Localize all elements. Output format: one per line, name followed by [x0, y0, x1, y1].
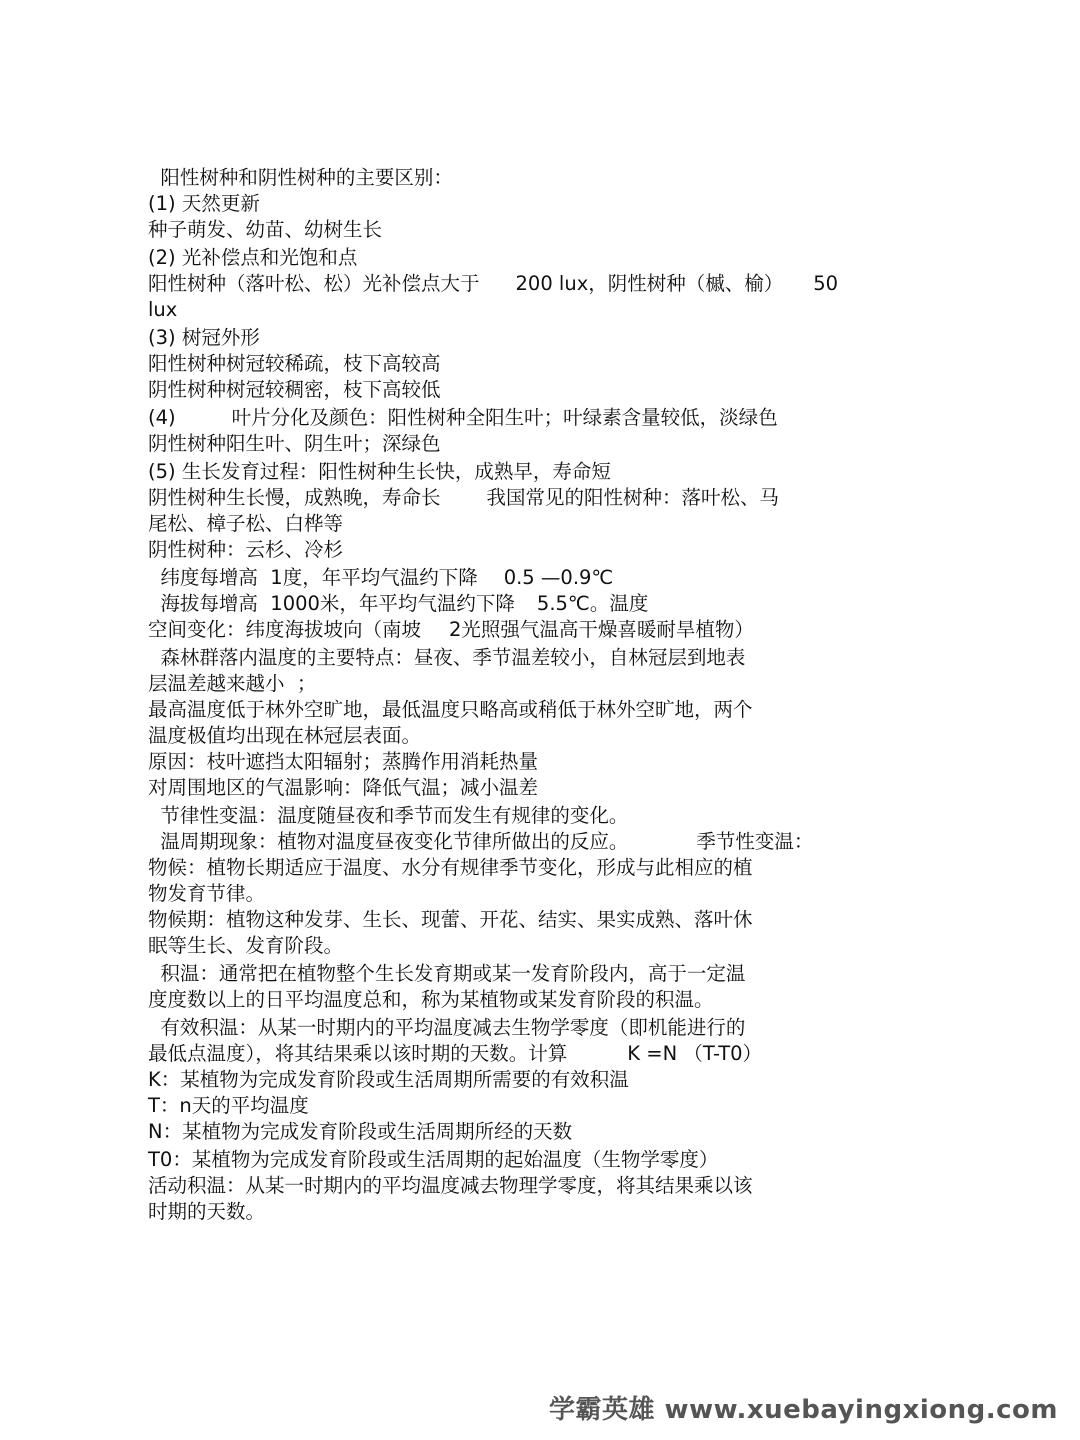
text-line	[148, 933, 948, 959]
text-segment: 阳性树种和阴性树种的主要区别：	[148, 166, 453, 189]
text-segment: 阳性树种树冠较稀疏，枝下高较高	[148, 352, 441, 375]
text-line	[148, 431, 948, 457]
text-line	[148, 245, 948, 271]
text-segment: 2光照强气温高干燥喜暖耐旱植物）	[449, 618, 754, 641]
text-line	[148, 511, 948, 537]
text-segment: (1) 天然更新	[148, 192, 260, 215]
text-segment: 阴性树种阳生叶、阴生叶；深绿色	[148, 432, 441, 455]
text-segment: 200 lux，阴性树种（槭、榆）	[515, 272, 784, 295]
text-segment: 0.5 —0.9℃	[503, 566, 614, 589]
text-segment: 50	[813, 272, 839, 295]
text-line	[148, 325, 948, 351]
text-segment: (5) 生长发育过程：阳性树种生长快，成熟早，寿命短	[148, 460, 611, 483]
text-line	[148, 1199, 948, 1225]
text-line	[148, 191, 948, 217]
text-line	[148, 565, 948, 591]
text-line	[148, 1173, 948, 1199]
text-line	[148, 881, 948, 907]
text-line	[148, 987, 948, 1013]
document-body	[148, 165, 948, 1225]
text-segment: 空间变化：纬度海拔坡向（南坡	[148, 618, 422, 641]
text-segment: 叶片分化及颜色：阳性树种全阳生叶；叶绿素含量较低，淡绿色	[231, 406, 778, 429]
text-line	[148, 405, 948, 431]
text-segment: 物候：植物长期适应于温度、水分有规律季节变化，形成与此相应的植	[148, 856, 753, 879]
text-line	[148, 1041, 948, 1067]
text-line	[148, 1147, 948, 1173]
text-segment: 层温差越来越小 ；	[148, 672, 317, 695]
text-segment: 物候期：植物这种发芽、生长、现蕾、开花、结实、果实成熟、落叶休	[148, 908, 753, 931]
text-line	[148, 829, 948, 855]
text-segment: 海拔每增高 1000米，年平均气温约下降	[148, 592, 515, 615]
text-line	[148, 1067, 948, 1093]
text-line	[148, 537, 948, 563]
text-segment: 对周围地区的气温影响：降低气温；减小温差	[148, 776, 539, 799]
text-line	[148, 351, 948, 377]
text-line	[148, 1119, 948, 1145]
text-line	[148, 749, 948, 775]
text-segment: 纬度每增高 1度，年平均气温约下降	[148, 566, 478, 589]
text-line	[148, 271, 948, 297]
text-segment: (2) 光补偿点和光饱和点	[148, 246, 358, 269]
text-line	[148, 803, 948, 829]
text-segment: 眠等生长、发育阶段。	[148, 934, 344, 957]
text-line	[148, 297, 948, 323]
text-line	[148, 485, 948, 511]
text-segment: K：某植物为完成发育阶段或生活周期所需要的有效积温	[148, 1068, 629, 1091]
text-segment: 5.5℃。温度	[536, 592, 649, 615]
text-segment: 节律性变温：温度随昼夜和季节而发生有规律的变化。	[148, 804, 629, 827]
text-line	[148, 671, 948, 697]
text-segment: 度度数以上的日平均温度总和，称为某植物或某发育阶段的积温。	[148, 988, 714, 1011]
text-segment: 季节性变温：	[696, 830, 814, 853]
text-segment: N：某植物为完成发育阶段或生活周期所经的天数	[148, 1120, 573, 1143]
text-segment: 阳性树种（落叶松、松）光补偿点大于	[148, 272, 480, 295]
text-segment: T0：某植物为完成发育阶段或生活周期的起始温度（生物学零度）	[148, 1148, 719, 1171]
text-segment: 温度极值均出现在林冠层表面。	[148, 724, 422, 747]
text-segment: 活动积温：从某一时期内的平均温度减去物理学零度，将其结果乘以该	[148, 1174, 753, 1197]
text-segment: 积温：通常把在植物整个生长发育期或某一发育阶段内，高于一定温	[148, 962, 746, 985]
text-line	[148, 907, 948, 933]
text-line	[148, 165, 948, 191]
text-segment: 森林群落内温度的主要特点：昼夜、季节温差较小，自林冠层到地表	[148, 646, 746, 669]
text-line	[148, 645, 948, 671]
text-line	[148, 775, 948, 801]
text-segment: 阴性树种生长慢，成熟晚，寿命长	[148, 486, 441, 509]
text-segment: 时期的天数。	[148, 1200, 266, 1223]
text-line	[148, 617, 948, 643]
text-line	[148, 217, 948, 243]
text-line	[148, 697, 948, 723]
text-segment: 原因：枝叶遮挡太阳辐射；蒸腾作用消耗热量	[148, 750, 539, 773]
text-segment: T：n天的平均温度	[148, 1094, 309, 1117]
text-segment: lux	[148, 298, 178, 321]
text-segment: (3) 树冠外形	[148, 326, 260, 349]
text-segment: 最低点温度），将其结果乘以该时期的天数。计算	[148, 1042, 568, 1065]
text-line	[148, 591, 948, 617]
text-line	[148, 1015, 948, 1041]
text-segment: 阴性树种：云杉、冷杉	[148, 538, 344, 561]
text-segment: 物发育节律。	[148, 882, 266, 905]
text-segment: (4)	[148, 406, 176, 429]
text-segment: 尾松、樟子松、白桦等	[148, 512, 344, 535]
text-line	[148, 1093, 948, 1119]
text-line	[148, 459, 948, 485]
site-watermark: 学霸英雄 www.xuebayingxiong.com	[549, 1395, 1058, 1425]
text-line	[148, 377, 948, 403]
text-segment: 温周期现象：植物对温度昼夜变化节律所做出的反应。	[148, 830, 629, 853]
text-line	[148, 855, 948, 881]
text-segment: K =N （T-T0）	[627, 1042, 763, 1065]
text-segment: 有效积温：从某一时期内的平均温度减去生物学零度（即机能进行的	[148, 1016, 746, 1039]
text-segment: 种子萌发、幼苗、幼树生长	[148, 218, 383, 241]
text-segment: 阴性树种树冠较稠密，枝下高较低	[148, 378, 441, 401]
text-line	[148, 723, 948, 749]
text-segment: 我国常见的阳性树种：落叶松、马	[486, 486, 780, 509]
text-line	[148, 961, 948, 987]
text-segment: 最高温度低于林外空旷地，最低温度只略高或稍低于林外空旷地，两个	[148, 698, 753, 721]
